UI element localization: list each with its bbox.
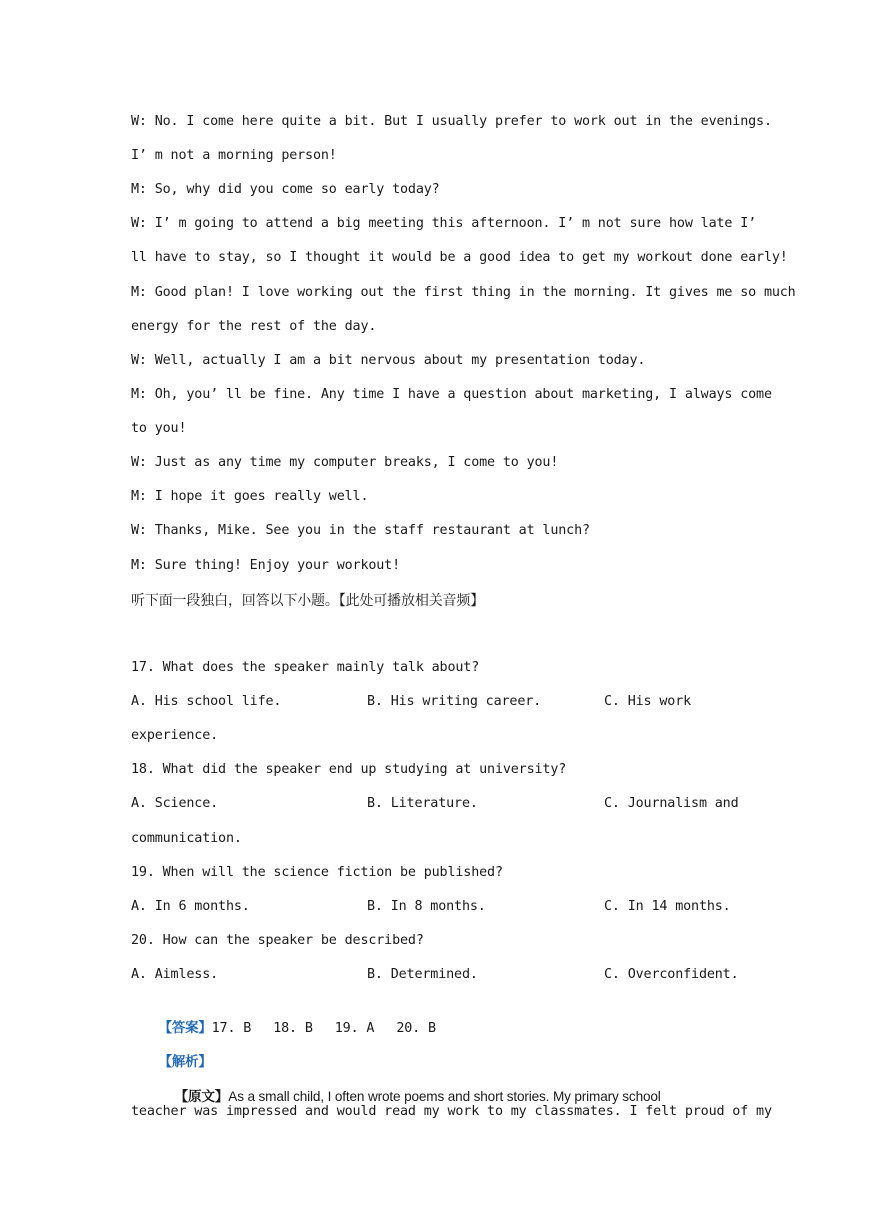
option-a: A. In 6 months. [131,899,250,914]
listening-instruction: 听下面一段独白，回答以下小题。【此处可播放相关音频】 [131,592,485,608]
option-a: A. Science. [131,796,219,811]
question-stem-20: 20. How can the speaker be described? [131,933,424,948]
dialogue-line: W: Thanks, Mike. See you in the staff restaurant at lunch? [131,523,590,538]
option-c: C. Overconfident. [604,967,739,982]
analysis-label: 【解析】 [158,1055,212,1070]
option-a: A. Aimless. [131,967,219,982]
option-b: B. Determined. [367,967,478,982]
dialogue-line: W: Just as any time my computer breaks, I come to you! [131,455,559,470]
question-stem-19: 19. When will the science fiction be published? [131,865,503,880]
dialogue-line: W: I’ m going to attend a big meeting this afternoon. I’ m not sure how late I’ [131,216,757,231]
question-stem-17: 17. What does the speaker mainly talk about? [131,660,480,675]
dialogue-line: ll have to stay, so I thought it would be a good idea to get my workout done early! [131,250,788,265]
answer-item: 20. B [396,1021,436,1036]
dialogue-line: energy for the rest of the day. [131,319,377,334]
option-continuation: experience. [131,728,219,743]
answer-item: 17. B [211,1021,252,1036]
dialogue-line: M: So, why did you come so early today? [131,182,440,197]
option-c: C. Journalism and [604,796,739,811]
dialogue-line: M: I hope it goes really well. [131,489,369,504]
option-b: B. Literature. [367,796,478,811]
option-b: B. In 8 months. [367,899,486,914]
dialogue-line: M: Oh, you’ ll be fine. Any time I have a question about marketing, I always come [131,387,772,402]
option-c: C. In 14 months. [604,899,731,914]
dialogue-line: W: No. I come here quite a bit. But I usually prefer to work out in the evenings. [131,114,772,129]
option-b: B. His writing career. [367,694,542,709]
original-label: 【原文】 [174,1089,229,1105]
answer-label: 【答案】 [158,1021,212,1036]
option-a: A. His school life. [131,694,282,709]
option-continuation: communication. [131,831,242,846]
question-stem-18: 18. What did the speaker end up studying at university? [131,762,567,777]
original-text: As a small child, I often wrote poems and short stories. My primary school [228,1089,661,1104]
original-text-line: teacher was impressed and would read my work to my classmates. I felt proud of my [131,1104,772,1119]
answer-item: 18. B [273,1021,313,1036]
dialogue-line: W: Well, actually I am a bit nervous about my presentation today. [131,353,646,368]
dialogue-line: I’ m not a morning person! [131,148,337,163]
dialogue-line: M: Sure thing! Enjoy your workout! [131,558,401,573]
option-c: C. His work [604,694,692,709]
dialogue-line: to you! [131,421,187,436]
answer-item: 19. A [334,1021,375,1036]
dialogue-line: M: Good plan! I love working out the first thing in the morning. It gives me so much [131,285,796,300]
